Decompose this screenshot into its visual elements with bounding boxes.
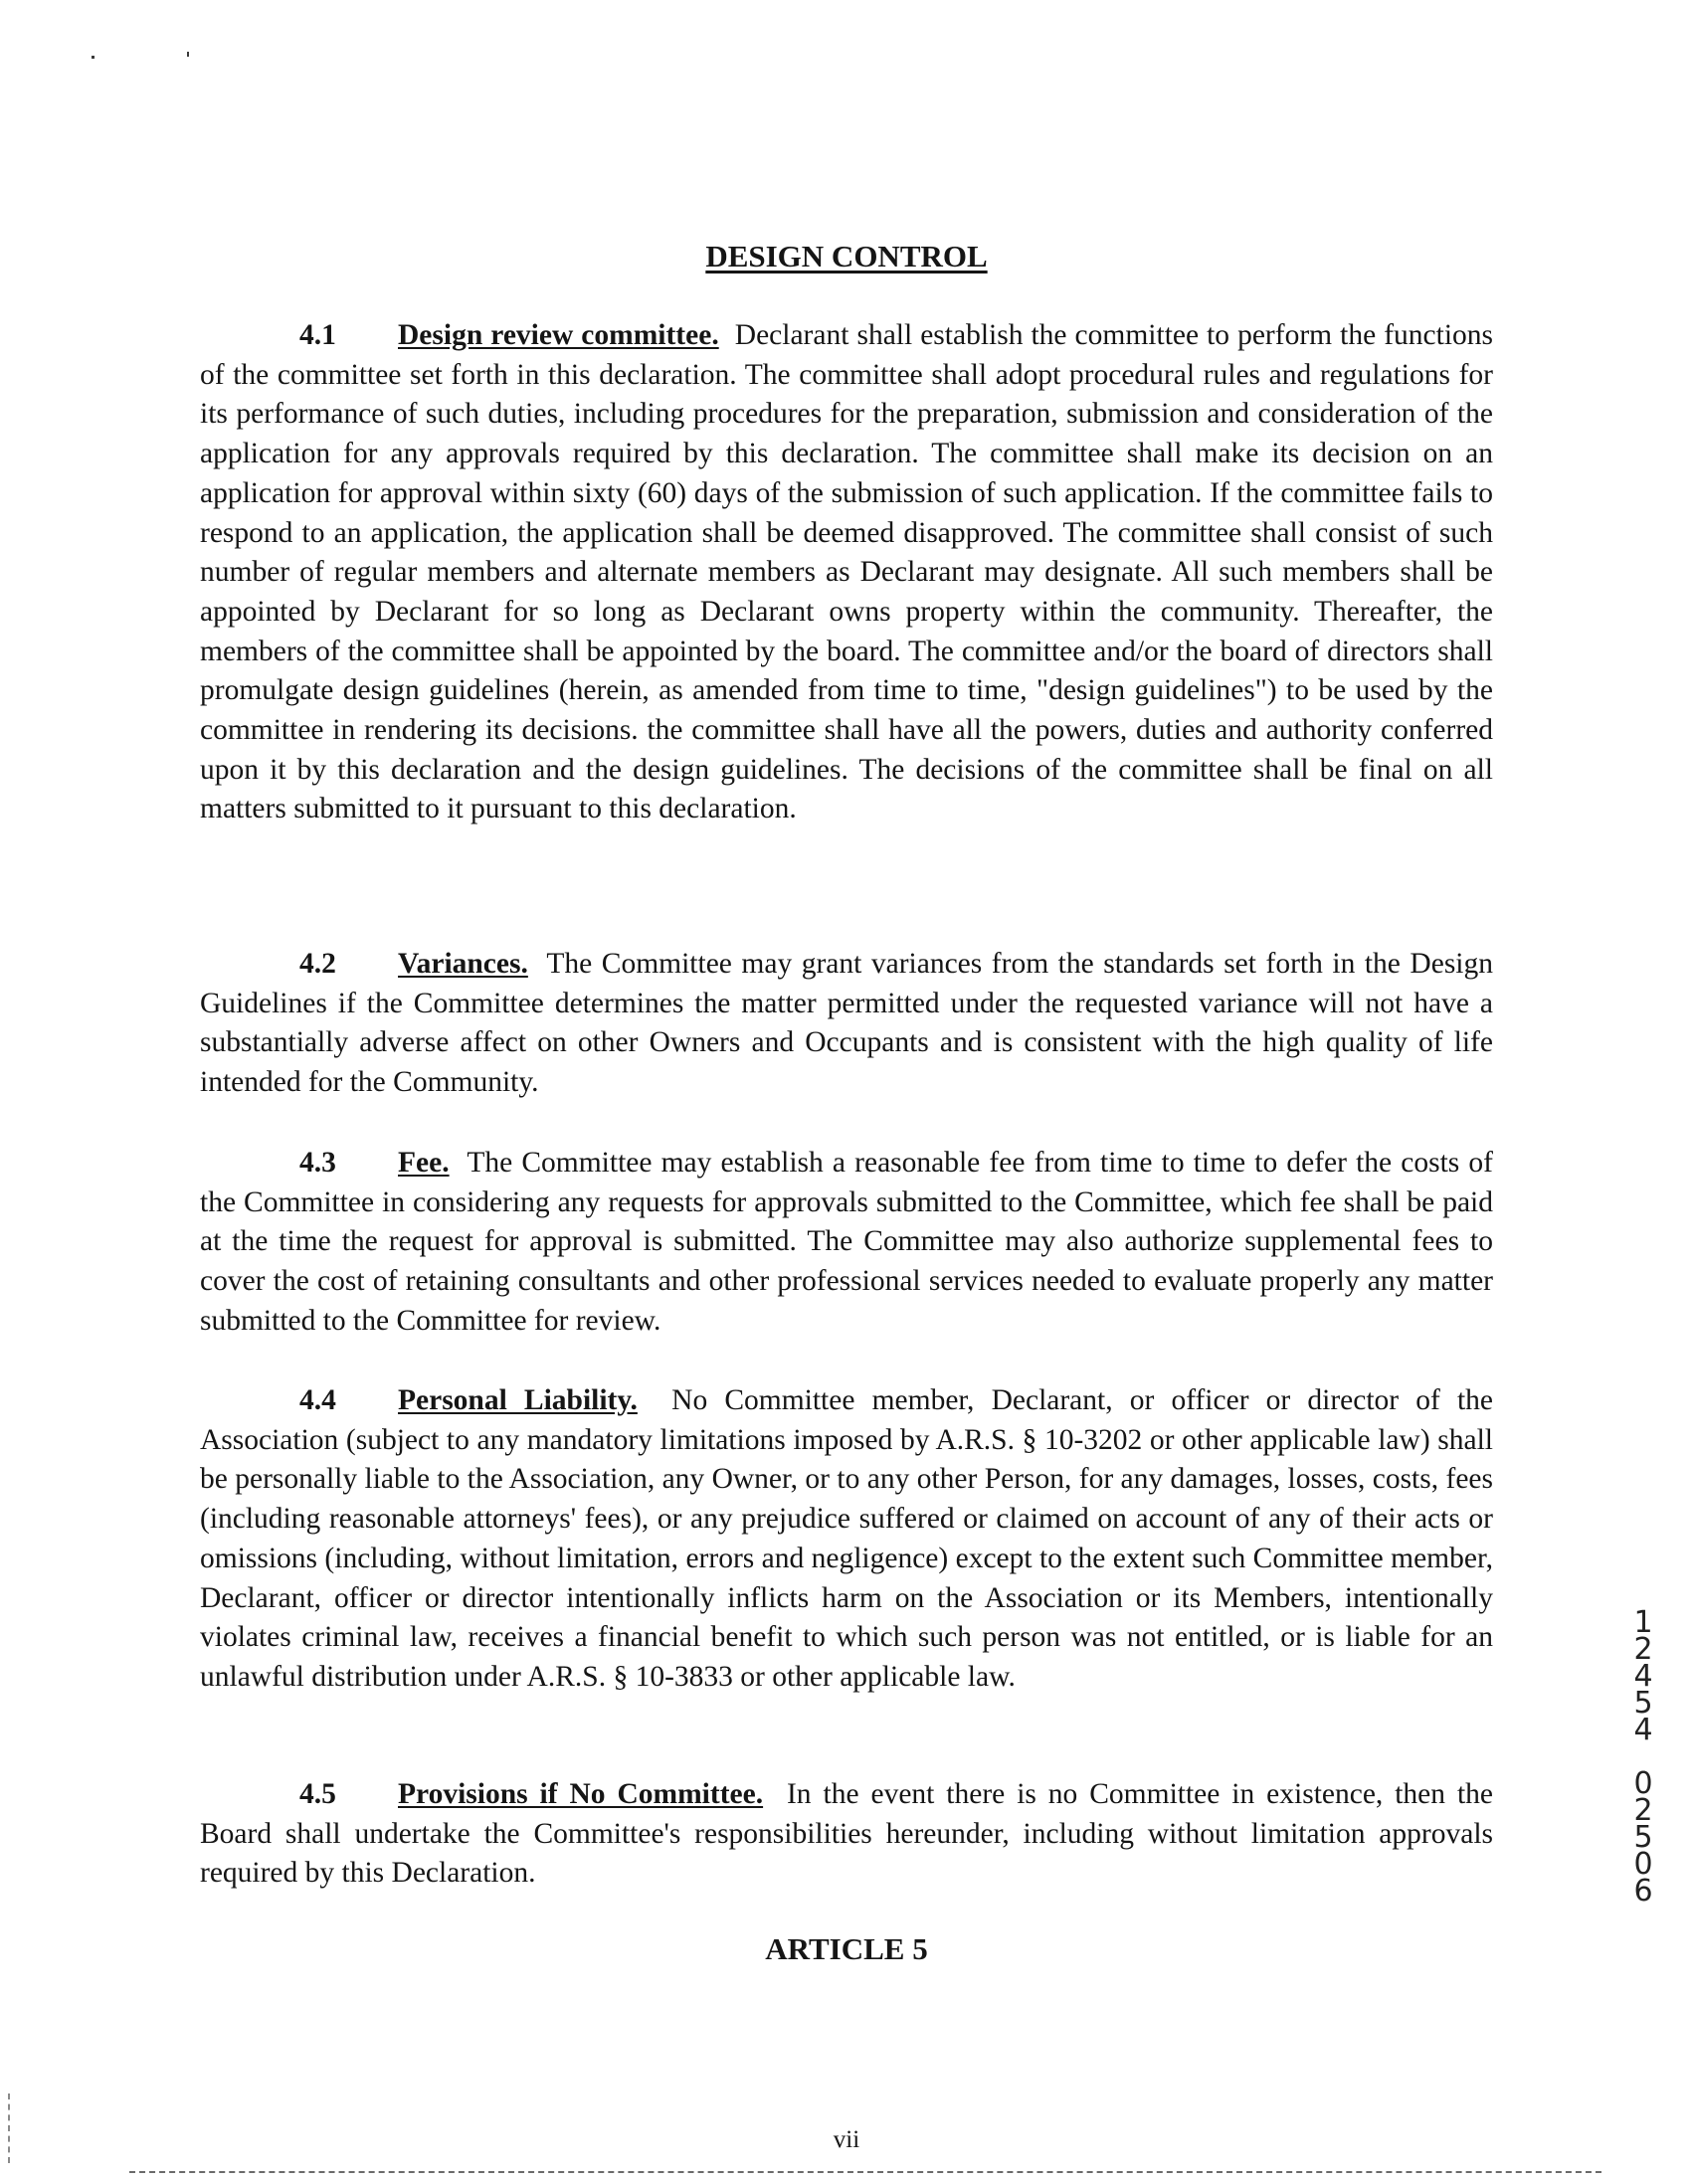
section-number: 4.1 <box>299 319 336 351</box>
section-title: Provisions if No Committee. <box>398 1778 764 1810</box>
page-title: DESIGN CONTROL <box>705 239 988 273</box>
section-body: The Committee may establish a reasonable fee from time to time to defer the costs of the Committee in considering any requests for approvals submitted to the Committee, which fee shall be paid at the time the request for approval is submitted. The Committee may also authorize supplemental fees to cover the cost of retaining consultants and other professional services needed to evaluate properly any matter submitted to the Committee for review. <box>200 1147 1494 1337</box>
section-4-4 <box>200 1381 1493 1698</box>
section-number: 4.3 <box>299 1147 336 1179</box>
page-number: vii <box>833 2126 860 2153</box>
section-number: 4.2 <box>299 948 336 980</box>
section-4-1 <box>200 316 1493 829</box>
section-title: Design review committee. <box>398 319 719 351</box>
section-title: Fee. <box>398 1147 450 1179</box>
section-body: Declarant shall establish the committee to perform the functions of the committee set forth in this declaration. The committee shall adopt procedural rules and regulations for its performance of such duties, including procedures for the preparation, submission and consideration of the application for any approvals required by this declaration. The committee shall make its decision on an application for approval within sixty (60) days of the submission of such application. If the committee fails to respond to an application, the application shall be deemed disapproved. The committee shall consist of such number of regular members and alternate members as Declarant may designate. All such members shall be appointed by Declarant for so long as Declarant owns property within the community. Thereafter, the members of the committee shall be appointed by the board. The committee and/or the board of directors shall promulgate design guidelines (herein, as amended from time to time, "design guidelines") to be used by the committee in rendering its decisions. the committee shall have all the powers, duties and authority conferred upon it by this declaration and the design guidelines. The decisions of the committee shall be final on all matters submitted to it pursuant to this declaration. <box>200 319 1494 825</box>
section-body: No Committee member, Declarant, or officer or director of the Association (subject to any mandatory limitations imposed by A.R.S. § 10-3202 or other applicable law) shall be personally liable to the Association, any Owner, or to any other Person, for any damages, losses, costs, fees (including reasonable attorneys' fees), or any prejudice suffered or claimed on account of any of their acts or omissions (including, without limitation, errors and negligence) except to the extent such Committee member, Declarant, officer or director intentionally inflicts harm on the Association or its Members, intentionally violates criminal law, receives a financial benefit to which such person was not entitled, or is liable for an unlawful distribution under A.R.S. § 10-3833 or other applicable law. <box>200 1384 1493 1693</box>
scan-speck <box>92 56 94 59</box>
section-4-3 <box>200 1144 1493 1342</box>
scan-bottom-rule <box>129 2171 1601 2173</box>
section-number: 4.5 <box>299 1778 336 1810</box>
section-number: 4.4 <box>299 1384 336 1416</box>
section-4-2 <box>200 945 1493 1103</box>
section-title: Variances. <box>398 948 528 980</box>
article-heading: ARTICLE 5 <box>765 1931 928 1966</box>
scan-edge-mark <box>8 2093 10 2163</box>
section-title: Personal Liability. <box>398 1384 638 1416</box>
section-4-5 <box>200 1775 1493 1894</box>
section-body: In the event there is no Committee in existence, then the Board shall undertake the Committee's responsibilities hereunder, including without limitation approvals required by this Declaration. <box>200 1778 1493 1890</box>
scan-speck <box>187 52 189 57</box>
recording-number-stamp: 1 2 4 5 4 0 2 5 0 6 <box>1633 1605 1653 1909</box>
section-body: The Committee may grant variances from the standards set forth in the Design Guidelines if the Committee determines the matter permitted under the requested variance will not have a substantially adverse affect on other Owners and Occupants and is consistent with the high quality of life intended for the Community. <box>200 948 1493 1099</box>
